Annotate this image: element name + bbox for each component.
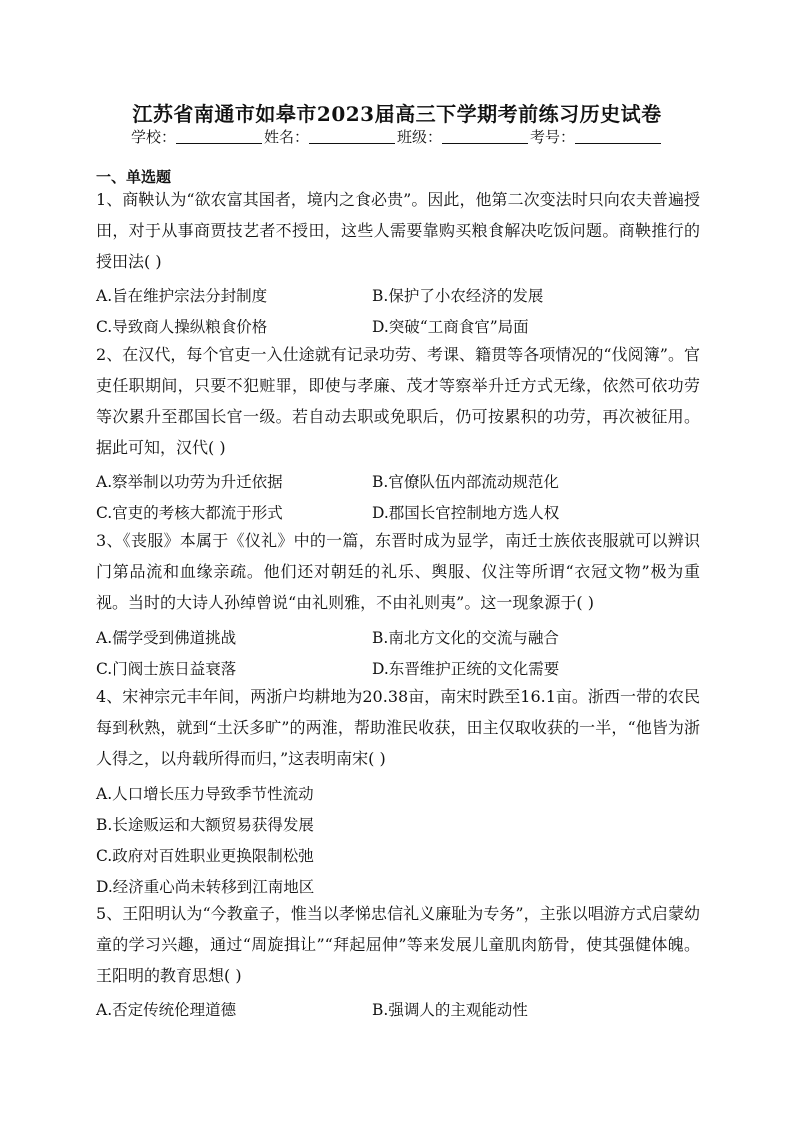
class-label: 班级： xyxy=(397,128,443,146)
student-info-line xyxy=(0,126,794,147)
question-5-option-b[interactable]: B.强调人的主观能动性 xyxy=(372,1001,528,1019)
question-3-stem: 3、《丧服》本属于《仪礼》中的一篇，东晋时成为显学，南迁士族依丧服就可以辨识门第品流和血缘亲疏。他们还对朝廷的礼乐、舆服、仪注等所谓“衣冠文物”极为重视。当时的大诗人孙绰曾说“由礼则雅，不由礼则夷”。这一现象源于( ) xyxy=(96,531,700,612)
question-3-option-d[interactable]: D.东晋维护正统的文化需要 xyxy=(372,660,560,678)
question-2-stem: 2、在汉代，每个官吏一入仕途就有记录功劳、考课、籍贯等各项情况的“伐阅簿”。官吏任职期间，只要不犯赃罪，即使与孝廉、茂才等察举升迁方式无缘，依然可依功劳等次累升至郡国长官一级。若自动去职或免职后，仍可按累积的功劳，再次被征用。据此可知，汉代( ) xyxy=(96,345,700,457)
question-1-option-a[interactable]: A.旨在维护宗法分封制度 xyxy=(96,287,268,305)
class-blank[interactable] xyxy=(442,129,528,144)
question-5-stem: 5、王阳明认为“今教童子，惟当以孝悌忠信礼义廉耻为专务”，主张以唱游方式启蒙幼童的学习兴趣，通过“周旋揖让”“拜起屈伸”等来发展儿童肌肉筋骨，使其强健体魄。王阳明的教育思想( ) xyxy=(96,904,700,985)
section-title: 一、单选题 xyxy=(96,168,172,186)
question-3-option-c[interactable]: C.门阀士族日益衰落 xyxy=(96,660,237,678)
question-2-option-b[interactable]: B.官僚队伍内部流动规范化 xyxy=(372,473,559,491)
question-4-option-c[interactable]: C.政府对百姓职业更换限制松弛 xyxy=(96,847,314,865)
question-5-option-a[interactable]: A.否定传统伦理道德 xyxy=(96,1001,237,1019)
exam-no-label: 考号： xyxy=(530,128,576,146)
question-3-option-b[interactable]: B.南北方文化的交流与融合 xyxy=(372,629,559,647)
question-2-option-c[interactable]: C.官吏的考核大都流于形式 xyxy=(96,504,283,522)
question-1-option-d[interactable]: D.突破“工商食官”局面 xyxy=(372,318,529,336)
name-blank[interactable] xyxy=(309,129,395,144)
question-1-stem: 1、商鞅认为“欲农富其国者，境内之食必贵”。因此，他第二次变法时只向农夫普遍授田，对于从事商贾技艺者不授田，这些人需要靠购买粮食解决吃饭问题。商鞅推行的授田法( ) xyxy=(96,190,700,271)
exam-no-blank[interactable] xyxy=(575,129,661,144)
question-2-option-a[interactable]: A.察举制以功劳为升迁依据 xyxy=(96,473,283,491)
name-label: 姓名： xyxy=(263,128,309,146)
school-blank[interactable] xyxy=(176,129,262,144)
question-2-option-d[interactable]: D.郡国长官控制地方选人权 xyxy=(372,504,560,522)
question-4-option-d[interactable]: D.经济重心尚未转移到江南地区 xyxy=(96,878,315,896)
question-1-option-c[interactable]: C.导致商人操纵粮食价格 xyxy=(96,318,268,336)
question-3-option-a[interactable]: A.儒学受到佛道挑战 xyxy=(96,629,237,647)
page-title: 江苏省南通市如皋市2023届高三下学期考前练习历史试卷 xyxy=(132,102,662,126)
question-4-option-b[interactable]: B.长途贩运和大额贸易获得发展 xyxy=(96,816,314,834)
question-1-option-b[interactable]: B.保护了小农经济的发展 xyxy=(372,287,544,305)
school-label: 学校： xyxy=(130,128,176,146)
question-4-stem: 4、宋神宗元丰年间，两浙户均耕地为20.38亩，南宋时跌至16.1亩。浙西一带的农民每到秋熟，就到“土沃多旷”的两淮，帮助淮民收获，田主仅取收获的一半，“他皆为浙人得之，以舟载所得而归，”这表明南宋( ) xyxy=(96,687,700,768)
question-4-option-a[interactable]: A.人口增长压力导致季节性流动 xyxy=(96,785,314,803)
